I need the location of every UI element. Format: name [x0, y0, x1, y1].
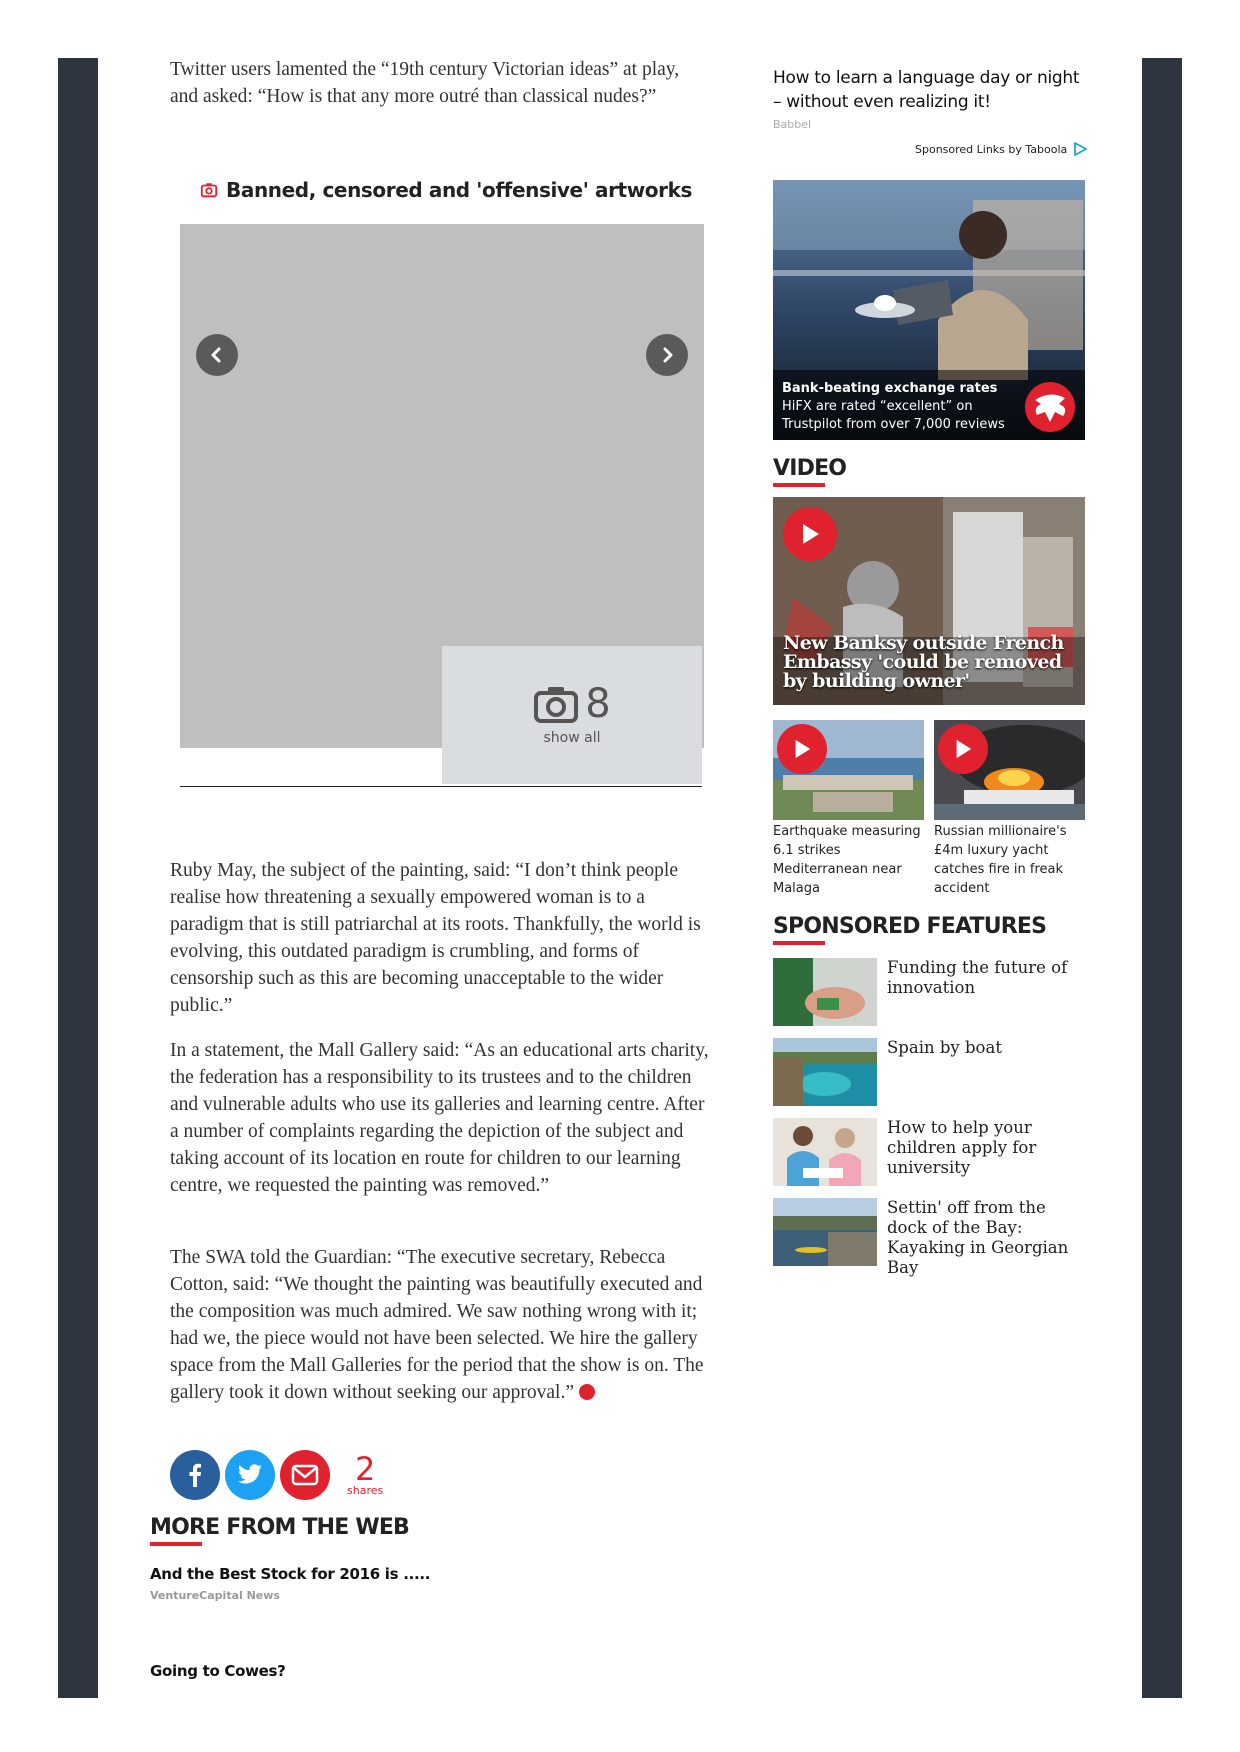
ad-line-1: Bank-beating exchange rates: [782, 381, 998, 396]
web-item[interactable]: [150, 1565, 430, 1602]
web-item[interactable]: [150, 1662, 286, 1680]
chevron-left-icon: [208, 346, 226, 364]
sponsored-feature-thumbnail: [773, 1198, 877, 1266]
taboola-headline[interactable]: How to learn a language day or night – without even realizing it!: [773, 68, 1080, 112]
sponsored-features-heading-text: SPONSORED FEATURES: [773, 914, 1047, 939]
gallery-show-all-label: show all: [543, 730, 601, 746]
sponsored-feature-title[interactable]: Spain by boat: [887, 1038, 1002, 1057]
heading-underline: [150, 1542, 202, 1546]
share-count-label: shares: [347, 1483, 384, 1497]
play-icon: [792, 738, 812, 760]
sponsored-feature-title[interactable]: How to help your children apply for university: [887, 1118, 1037, 1177]
email-icon: [291, 1464, 319, 1486]
article-end-dot: [579, 1384, 595, 1400]
web-item-title[interactable]: And the Best Stock for 2016 is .....: [150, 1565, 431, 1583]
ad-caption: [782, 380, 1005, 434]
video-heading-text: VIDEO: [773, 456, 847, 481]
video-play-button[interactable]: [777, 724, 827, 774]
article-paragraph-intro: Twitter users lamented the “19th century Victorian ideas” at play, and asked: “How is that any more outré than classical nudes?”: [170, 59, 680, 107]
gallery-show-all-button[interactable]: [442, 646, 702, 784]
gallery-title[interactable]: [200, 178, 692, 202]
heading-underline: [773, 941, 825, 945]
play-icon: [799, 522, 821, 546]
eagle-logo-icon: [1025, 382, 1075, 432]
gallery-count: 8: [585, 681, 611, 727]
sponsored-feature-title[interactable]: Funding the future of innovation: [887, 958, 1068, 997]
video-small-caption[interactable]: Russian millionaire's £4m luxury yacht catches fire in freak accident: [934, 824, 1067, 896]
more-from-web-heading: [150, 1515, 409, 1546]
share-bar: [170, 1450, 383, 1500]
ad-line-3: Trustpilot from over 7,000 reviews: [782, 417, 1005, 432]
sponsored-features-heading: [773, 914, 1046, 945]
heading-underline: [773, 483, 825, 487]
web-item-source: VentureCapital News: [150, 1589, 280, 1602]
taboola-sponsored-text: Sponsored Links by Taboola: [915, 142, 1068, 156]
sponsored-feature-thumbnail: [773, 1038, 877, 1106]
taboola-sponsored-link[interactable]: [915, 142, 1087, 156]
gallery-title-text: Banned, censored and 'offensive' artworks: [226, 178, 693, 202]
taboola-source: Babbel: [773, 118, 812, 131]
article-paragraph-mall: In a statement, the Mall Gallery said: “As an educational arts charity, the federation has a responsibility to its trustees and to the children and vulnerable adults who use its galleries and learning centre. After a number of complaints regarding the depiction of the subject and taking account of its location en route for children to our learning centre, we requested the painting was removed.”: [170, 1040, 709, 1196]
gallery-divider: [180, 786, 702, 787]
web-item-title[interactable]: Going to Cowes?: [150, 1662, 286, 1680]
video-heading: [773, 456, 846, 487]
gallery-next-button[interactable]: [646, 334, 688, 376]
video-main-play-button[interactable]: [783, 507, 837, 561]
share-count: [347, 1449, 384, 1497]
camera-icon: [533, 684, 579, 724]
share-count-number: 2: [354, 1449, 376, 1488]
video-small-item[interactable]: [773, 720, 924, 820]
adchoices-icon: [1073, 142, 1087, 156]
twitter-icon: [237, 1464, 263, 1486]
video-small-item[interactable]: [934, 720, 1085, 820]
article-paragraph-swa-text: The SWA told the Guardian: “The executive secretary, Rebecca Cotton, said: “We thought the painting was beautifully executed and the composition was much admired. We saw nothing wrong with it; had we, the piece would not have been selected. We hire the gallery space from the Mall Galleries for the period that the show is on. The gallery took it down without seeking our approval.”: [170, 1247, 704, 1403]
facebook-share-button[interactable]: [170, 1450, 220, 1500]
twitter-share-button[interactable]: [225, 1450, 275, 1500]
gallery-prev-button[interactable]: [196, 334, 238, 376]
left-page-rail: [58, 58, 98, 1698]
more-from-web-heading-text: MORE FROM THE WEB: [150, 1515, 410, 1540]
right-page-rail: [1142, 58, 1182, 1698]
ad-line-2: HiFX are rated “excellent” on: [782, 399, 973, 414]
ad-banner[interactable]: [773, 180, 1085, 440]
play-icon: [953, 738, 973, 760]
article-paragraph-ruby: Ruby May, the subject of the painting, said: “I don’t think people realise how threatening a sexually empowered woman is to a paradigm that is still patriarchal at its roots. Thankfully, the world is evolving, this outdated paradigm is crumbling, and forms of censorship such as this are becoming unacceptable to the wider public.”: [170, 860, 701, 1016]
video-play-button[interactable]: [938, 724, 988, 774]
email-share-button[interactable]: [280, 1450, 330, 1500]
video-main-title[interactable]: New Banksy outside French Embassy 'could be removed by building owner': [783, 632, 1064, 692]
facebook-icon: [185, 1463, 205, 1487]
sponsored-feature-title[interactable]: Settin' off from the dock of the Bay: Kayaking in Georgian Bay: [887, 1198, 1069, 1277]
camera-icon: [200, 181, 218, 199]
video-small-caption[interactable]: Earthquake measuring 6.1 strikes Mediterranean near Malaga: [773, 824, 921, 896]
sponsored-feature-thumbnail: [773, 1118, 877, 1186]
video-main[interactable]: [773, 497, 1085, 705]
sponsored-feature-thumbnail: [773, 958, 877, 1026]
chevron-right-icon: [658, 346, 676, 364]
article-paragraph-swa: [170, 1244, 710, 1406]
